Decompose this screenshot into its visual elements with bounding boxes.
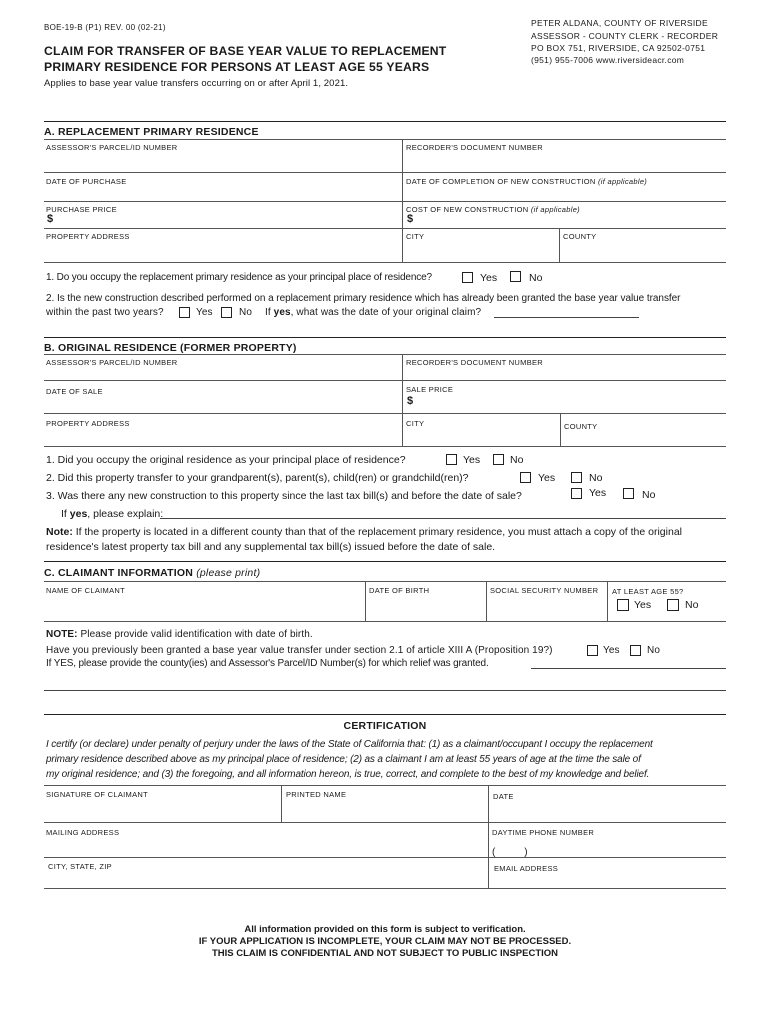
b-q3-no-checkbox[interactable] bbox=[623, 488, 634, 499]
b-q3-no-label: No bbox=[642, 489, 656, 501]
b-q2-no-checkbox[interactable] bbox=[571, 472, 582, 483]
section-c-heading-rule bbox=[44, 581, 726, 582]
b-property-address-label: PROPERTY ADDRESS bbox=[46, 419, 130, 428]
a-cost-construction-text: COST OF NEW CONSTRUCTION bbox=[406, 205, 529, 214]
a-apn-label: ASSESSOR'S PARCEL/ID NUMBER bbox=[46, 143, 178, 152]
b-q1-yes-label: Yes bbox=[463, 454, 481, 466]
b-explain-if: If bbox=[61, 508, 67, 520]
b-q2-no-label: No bbox=[589, 472, 603, 484]
b-row1-rule bbox=[44, 380, 726, 381]
a-date-purchase-label: DATE OF PURCHASE bbox=[46, 177, 127, 186]
cert-bottom-rule bbox=[44, 888, 726, 889]
form-title-line-1: CLAIM FOR TRANSFER OF BASE YEAR VALUE TO REPLACEMENT bbox=[44, 44, 447, 58]
b-note-line-2: residence's latest property tax bill and any supplemental tax bill(s) issued before the date of sale. bbox=[46, 541, 496, 553]
footer-line-2: IF YOUR APPLICATION IS INCOMPLETE, YOUR CLAIM MAY NOT BE PROCESSED. bbox=[198, 936, 572, 947]
cert-city-state-zip-label: CITY, STATE, ZIP bbox=[48, 862, 112, 871]
cert-printed-name-label: PRINTED NAME bbox=[286, 790, 347, 799]
agency-line-2: ASSESSOR - COUNTY CLERK - RECORDER bbox=[531, 31, 719, 41]
c-prop19-no-checkbox[interactable] bbox=[630, 645, 641, 656]
b-explain-label bbox=[61, 508, 163, 520]
b-explain-yes-word: yes bbox=[69, 508, 88, 520]
cert-divider-main bbox=[488, 785, 489, 888]
a-row3-rule bbox=[44, 228, 726, 229]
section-c-heading-text: C. CLAIMANT INFORMATION bbox=[44, 567, 194, 579]
a-question-1: 1. Do you occupy the replacement primary residence as your principal place of residence? bbox=[46, 272, 432, 283]
c-divider-3 bbox=[607, 581, 608, 621]
a-date-completion-text: DATE OF COMPLETION OF NEW CONSTRUCTION bbox=[406, 177, 596, 186]
a-purchase-price-currency: $ bbox=[47, 213, 54, 225]
c-prop19-yes-checkbox[interactable] bbox=[587, 645, 598, 656]
cert-daytime-phone-label: DAYTIME PHONE NUMBER bbox=[492, 828, 595, 837]
agency-line-3: PO BOX 751, RIVERSIDE, CA 92502-0751 bbox=[531, 43, 706, 53]
certification-line-1: I certify (or declare) under penalty of perjury under the laws of the State of California that: (1) as a claimant/occupant I occupy the replacement bbox=[46, 739, 653, 750]
a-row4-rule bbox=[44, 262, 726, 263]
section-b-top-rule bbox=[44, 337, 726, 338]
b-q2-yes-checkbox[interactable] bbox=[520, 472, 531, 483]
c-age55-no-checkbox[interactable] bbox=[667, 599, 679, 611]
cert-divider-sig bbox=[281, 785, 282, 822]
a-q2-no-label: No bbox=[239, 307, 252, 318]
footer-line-3: THIS CLAIM IS CONFIDENTIAL AND NOT SUBJECT TO PUBLIC INSPECTION bbox=[211, 948, 559, 959]
a-q1-yes-label: Yes bbox=[480, 272, 498, 284]
section-a-heading-rule bbox=[44, 139, 726, 140]
b-date-sale-label: DATE OF SALE bbox=[46, 387, 103, 396]
c-row1-rule bbox=[44, 621, 726, 622]
cert-date-label: DATE bbox=[493, 792, 514, 801]
c-age55-yes-checkbox[interactable] bbox=[617, 599, 629, 611]
a-cost-construction-label bbox=[406, 205, 580, 214]
certification-line-3: my original residence; and (3) the foregoing, and all information hereon, is true, correct, and complete to the best of my knowledge and belief. bbox=[46, 769, 650, 780]
c-prop19-if: If YES, please provide the county(ies) and Assessor's Parcel/ID Number(s) for which relief was granted. bbox=[46, 658, 489, 669]
c-prop19-question: Have you previously been granted a base year value transfer under section 2.1 of article XIII A (Proposition 19?) bbox=[46, 645, 553, 656]
b-explain-field[interactable] bbox=[160, 518, 726, 519]
c-name-label: NAME OF CLAIMANT bbox=[46, 586, 125, 595]
b-recorder-doc-label: RECORDER'S DOCUMENT NUMBER bbox=[406, 358, 544, 367]
b-apn-label: ASSESSOR'S PARCEL/ID NUMBER bbox=[46, 358, 178, 367]
b-note-line-1 bbox=[46, 526, 682, 538]
b-note-label: Note: bbox=[46, 526, 73, 538]
b-row2-rule bbox=[44, 413, 726, 414]
b-q1-yes-checkbox[interactable] bbox=[446, 454, 457, 465]
a-q2-tail: , what was the date of your original claim? bbox=[290, 307, 482, 318]
b-question-3: 3. Was there any new construction to this property since the last tax bill(s) and before the date of sale? bbox=[46, 490, 522, 502]
c-prop19-no-label: No bbox=[647, 645, 660, 656]
b-city-label: CITY bbox=[406, 419, 425, 428]
a-question-2-line-2: within the past two years? bbox=[46, 307, 164, 318]
form-title-line-2: PRIMARY RESIDENCE FOR PERSONS AT LEAST AGE 55 YEARS bbox=[44, 60, 430, 74]
a-question-2-line-1: 2. Is the new construction described performed on a replacement primary residence which has already been granted the base year value transfer bbox=[46, 293, 681, 304]
a-county-label: COUNTY bbox=[563, 232, 597, 241]
a-row2-rule bbox=[44, 201, 726, 202]
b-note-text-1: If the property is located in a different county than that of the replacement primary residence, you must attach a copy of the original bbox=[72, 526, 682, 538]
cert-mailing-address-label: MAILING ADDRESS bbox=[46, 828, 120, 837]
cert-table-top-rule bbox=[44, 785, 726, 786]
b-q3-yes-checkbox[interactable] bbox=[571, 488, 582, 499]
b-q1-no-checkbox[interactable] bbox=[493, 454, 504, 465]
a-q2-yes-word: yes bbox=[273, 307, 291, 318]
section-b-heading-rule bbox=[44, 354, 726, 355]
c-prop19-yes-label: Yes bbox=[603, 645, 620, 656]
cert-phone-area-code: ( ) bbox=[492, 847, 528, 858]
a-property-address-label: PROPERTY ADDRESS bbox=[46, 232, 130, 241]
certification-heading: CERTIFICATION bbox=[343, 720, 427, 732]
c-note-label: NOTE: bbox=[46, 629, 78, 640]
c-dob-label: DATE OF BIRTH bbox=[369, 586, 430, 595]
form-id: BOE-19-B (P1) REV. 00 (02-21) bbox=[44, 23, 166, 32]
section-a-top-rule bbox=[44, 121, 726, 122]
b-county-label: COUNTY bbox=[564, 422, 598, 431]
b-q2-yes-label: Yes bbox=[538, 472, 556, 484]
c-divider-1 bbox=[365, 581, 366, 621]
b-question-1: 1. Did you occupy the original residence as your principal place of residence? bbox=[46, 454, 406, 466]
cert-row1-rule bbox=[44, 822, 726, 823]
a-q2-no-checkbox[interactable] bbox=[221, 307, 232, 318]
section-c-heading-note: (please print) bbox=[196, 567, 261, 579]
b-q1-no-label: No bbox=[510, 454, 524, 466]
agency-line-4: (951) 955-7006 www.riversideacr.com bbox=[531, 55, 685, 65]
a-q2-yes-label: Yes bbox=[196, 307, 213, 318]
section-c-top-rule bbox=[44, 561, 726, 562]
c-prop19-field-2[interactable] bbox=[44, 690, 726, 691]
b-q3-yes-label: Yes bbox=[589, 487, 607, 499]
cert-row2-rule bbox=[44, 857, 726, 858]
b-explain-tail: , please explain: bbox=[87, 508, 164, 520]
certification-top-rule bbox=[44, 714, 726, 715]
section-a-city-county-divider bbox=[559, 228, 560, 263]
a-row1-rule bbox=[44, 172, 726, 173]
b-row3-rule bbox=[44, 446, 726, 447]
c-prop19-field-1[interactable] bbox=[531, 668, 726, 669]
section-b-city-county-divider bbox=[560, 413, 561, 446]
agency-line-1: PETER ALDANA, COUNTY OF RIVERSIDE bbox=[531, 18, 708, 28]
b-sale-price-currency: $ bbox=[407, 395, 414, 407]
c-age55-no-label: No bbox=[685, 599, 699, 611]
section-b-heading: B. ORIGINAL RESIDENCE (FORMER PROPERTY) bbox=[44, 342, 297, 354]
a-recorder-doc-label: RECORDER'S DOCUMENT NUMBER bbox=[406, 143, 544, 152]
b-sale-price-label: SALE PRICE bbox=[406, 385, 454, 394]
form-subtitle: Applies to base year value transfers occurring on or after April 1, 2021. bbox=[44, 78, 349, 89]
a-q1-no-checkbox[interactable] bbox=[510, 271, 521, 282]
section-a-heading: A. REPLACEMENT PRIMARY RESIDENCE bbox=[44, 126, 259, 138]
c-divider-2 bbox=[486, 581, 487, 621]
b-question-2: 2. Did this property transfer to your grandparent(s), parent(s), child(ren) or grandchild(ren)? bbox=[46, 472, 469, 484]
a-q2-yes-checkbox[interactable] bbox=[179, 307, 190, 318]
a-q2-if: If bbox=[265, 307, 271, 318]
cert-email-label: EMAIL ADDRESS bbox=[494, 864, 559, 873]
section-c-heading bbox=[44, 567, 260, 579]
a-original-claim-date-field[interactable] bbox=[494, 317, 639, 318]
section-b-divider bbox=[402, 354, 403, 446]
a-q1-no-label: No bbox=[529, 272, 543, 284]
c-ssn-label: SOCIAL SECURITY NUMBER bbox=[490, 586, 599, 595]
certification-line-2: primary residence described above as my principal place of residence; (2) as a claimant I am at least 55 years of age at the time the sale of bbox=[46, 754, 641, 765]
a-q2-followup bbox=[265, 307, 481, 318]
a-cost-construction-currency: $ bbox=[407, 213, 414, 225]
a-date-completion-label bbox=[406, 177, 647, 186]
footer-line-1: All information provided on this form is subject to verification. bbox=[244, 924, 526, 935]
c-note-text: Please provide valid identification with date of birth. bbox=[77, 629, 313, 640]
c-age55-yes-label: Yes bbox=[634, 599, 652, 611]
cert-signature-label: SIGNATURE OF CLAIMANT bbox=[46, 790, 149, 799]
a-city-label: CITY bbox=[406, 232, 425, 241]
a-q1-yes-checkbox[interactable] bbox=[462, 272, 473, 283]
a-if-applicable-2: (if applicable) bbox=[530, 205, 580, 214]
c-age55-label: AT LEAST AGE 55? bbox=[612, 587, 684, 596]
a-if-applicable-1: (if applicable) bbox=[598, 177, 648, 186]
a-purchase-price-label: PURCHASE PRICE bbox=[46, 205, 117, 214]
c-note bbox=[46, 629, 313, 640]
